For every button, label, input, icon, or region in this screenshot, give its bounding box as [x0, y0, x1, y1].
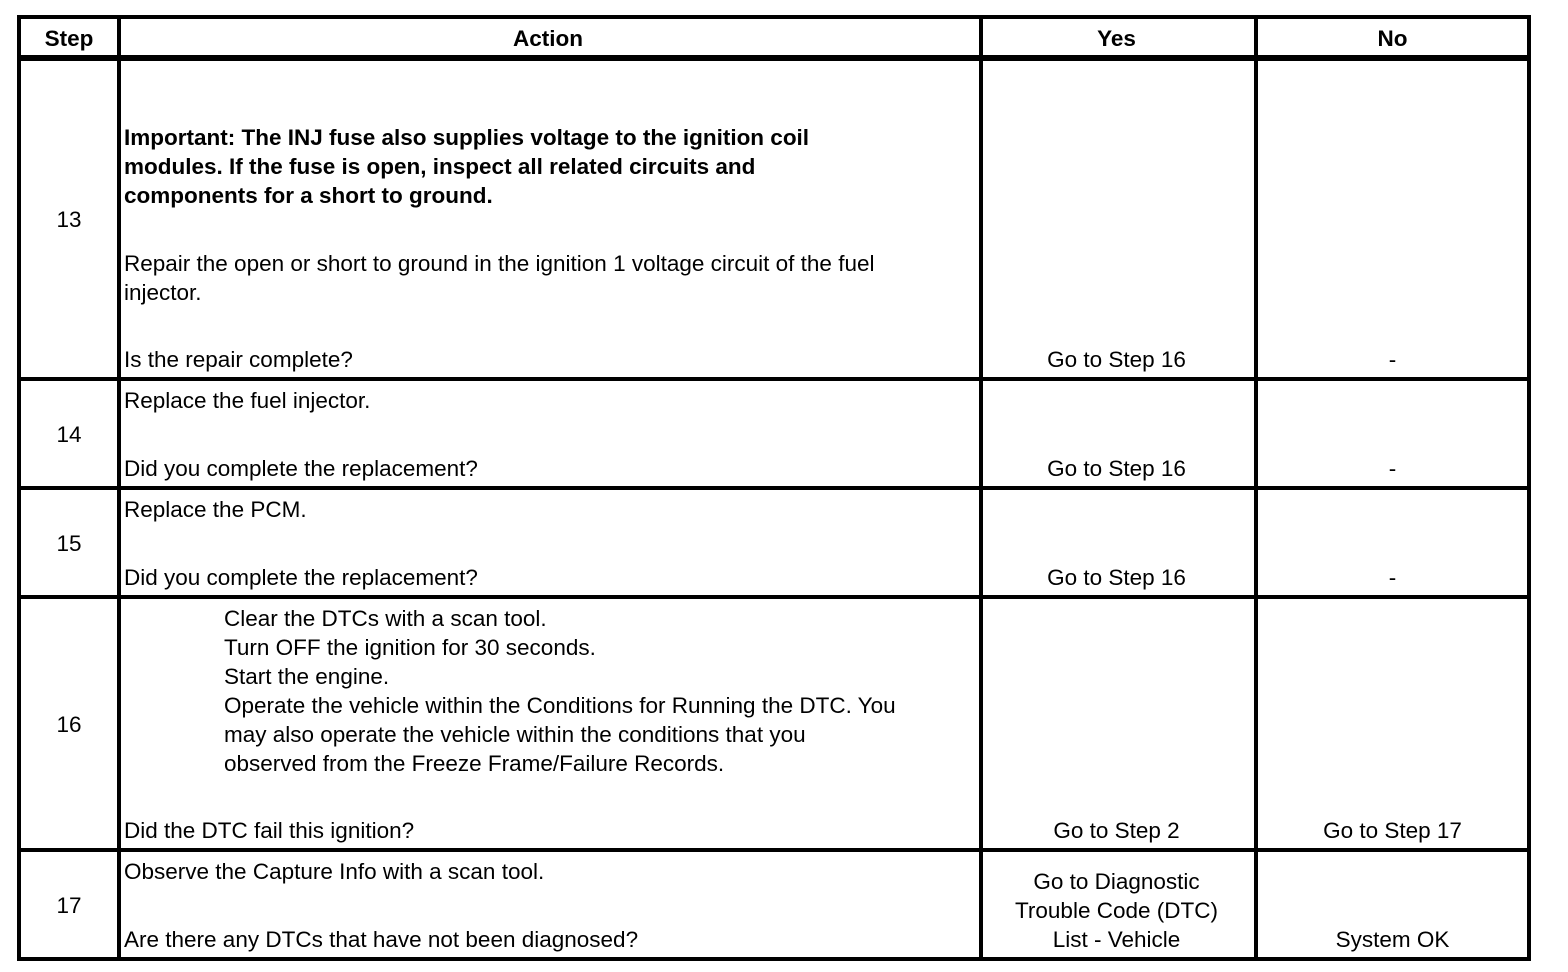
row-divider — [21, 486, 1527, 490]
yes-result: Go to Step 16 — [1047, 565, 1186, 590]
step-number: 16 — [56, 712, 82, 737]
header-action: Action — [513, 26, 583, 51]
action-line: Repair the open or short to ground in the ignition 1 voltage circuit of the fuel — [124, 251, 875, 276]
action-line: Start the engine. — [224, 664, 390, 689]
action-line: may also operate the vehicle within the conditions that you — [224, 722, 806, 747]
action-line: observed from the Freeze Frame/Failure Records. — [224, 751, 725, 776]
no-result: - — [1388, 347, 1397, 372]
step-number: 13 — [56, 207, 82, 232]
header-yes: Yes — [1097, 26, 1136, 51]
important-note-line: components for a short to ground. — [124, 183, 493, 208]
no-result: Go to Step 17 — [1323, 818, 1462, 843]
action-line: Operate the vehicle within the Conditions for Running the DTC. You — [224, 693, 896, 718]
row-divider — [21, 377, 1527, 381]
step-number: 17 — [56, 893, 82, 918]
action-question: Did you complete the replacement? — [124, 456, 478, 481]
step-number: 15 — [56, 531, 82, 556]
action-line: Observe the Capture Info with a scan tool. — [124, 859, 545, 884]
no-result: - — [1388, 565, 1397, 590]
header-no: No — [1377, 26, 1408, 51]
header-divider — [21, 55, 1527, 61]
row-divider — [21, 595, 1527, 599]
action-line: Clear the DTCs with a scan tool. — [224, 606, 547, 631]
yes-result-line: Go to Diagnostic — [1033, 869, 1200, 894]
no-result: System OK — [1335, 927, 1450, 952]
yes-result: Go to Step 2 — [1053, 818, 1180, 843]
step-number: 14 — [56, 422, 82, 447]
action-line: Replace the PCM. — [124, 497, 307, 522]
action-question: Are there any DTCs that have not been diagnosed? — [124, 927, 639, 952]
yes-result-line: List - Vehicle — [1052, 927, 1181, 952]
action-line: injector. — [124, 280, 202, 305]
yes-result-line: Trouble Code (DTC) — [1015, 898, 1218, 923]
action-line: Turn OFF the ignition for 30 seconds. — [224, 635, 596, 660]
yes-result: Go to Step 16 — [1047, 456, 1186, 481]
row-divider — [21, 848, 1527, 852]
no-result: - — [1388, 456, 1397, 481]
action-question: Is the repair complete? — [124, 347, 353, 372]
action-question: Did you complete the replacement? — [124, 565, 478, 590]
action-question: Did the DTC fail this ignition? — [124, 818, 415, 843]
important-note-line: modules. If the fuse is open, inspect all related circuits and — [124, 154, 756, 179]
action-line: Replace the fuel injector. — [124, 388, 371, 413]
important-note-line: Important: The INJ fuse also supplies voltage to the ignition coil — [124, 125, 810, 150]
yes-result: Go to Step 16 — [1047, 347, 1186, 372]
header-step: Step — [44, 26, 94, 51]
